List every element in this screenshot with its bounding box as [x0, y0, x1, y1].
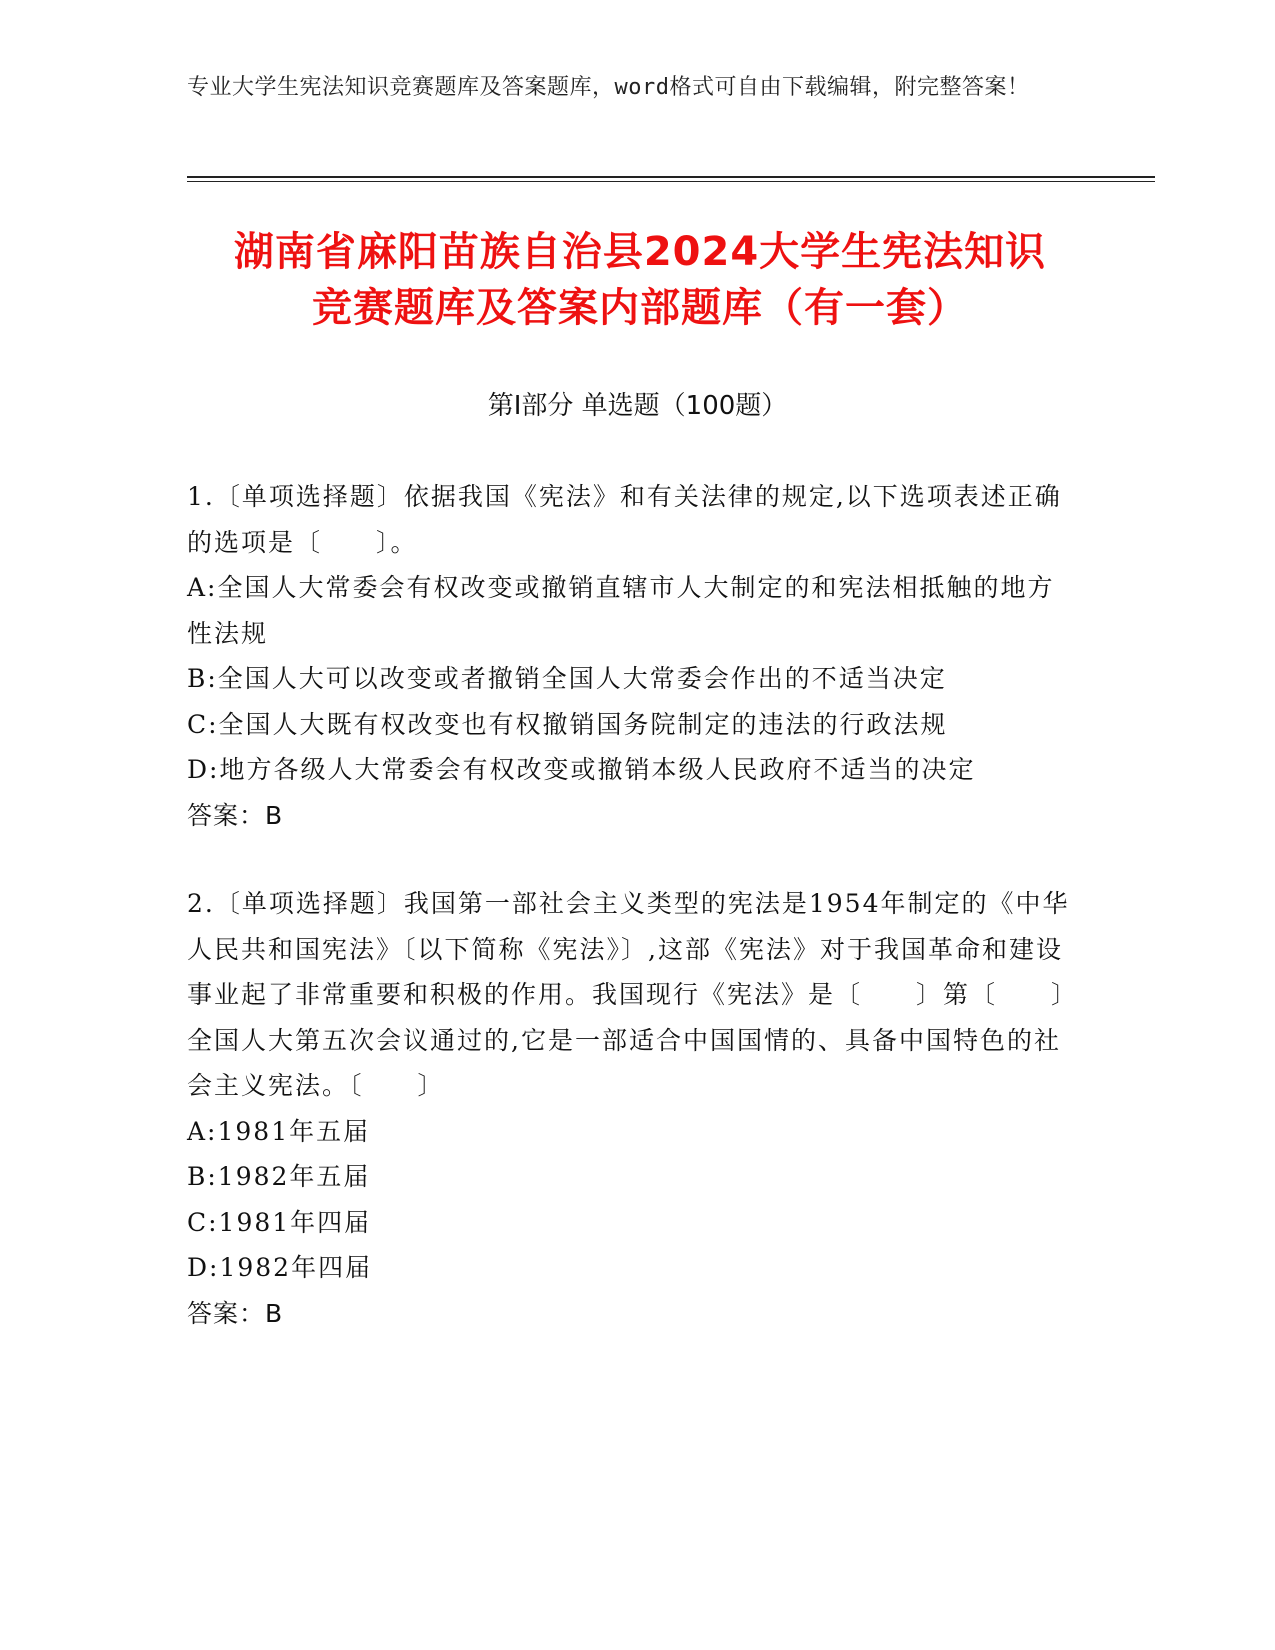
option-a: A:全国人大常委会有权改变或撤销直辖市人大制定的和宪法相抵触的地方性法规	[187, 573, 1055, 648]
document-title-line-1: 湖南省麻阳苗族自治县2024大学生宪法知识	[233, 229, 1047, 275]
option-c: C:全国人大既有权改变也有权撤销国务院制定的违法的行政法规	[187, 709, 948, 739]
header-divider-thin	[187, 181, 1155, 182]
header-note: 专业大学生宪法知识竞赛题库及答案题库，word格式可自由下载编辑，附完整答案！	[187, 75, 1030, 100]
document-title	[170, 224, 1110, 336]
section-title: 第Ⅰ部分 单选题（100题）	[487, 391, 788, 421]
document-title-line-2: 竞赛题库及答案内部题库（有一套）	[312, 285, 968, 331]
answer: 答案：B	[187, 1298, 284, 1328]
option-b: B:1982年五届	[187, 1162, 371, 1191]
option-b: B:全国人大可以改变或者撤销全国人大常委会作出的不适当决定	[187, 664, 947, 693]
option-c: C:1981年四届	[187, 1207, 372, 1237]
option-a: A:1981年五届	[187, 1116, 371, 1146]
question-2	[187, 881, 1077, 1336]
option-d: D:地方各级人大常委会有权改变或撤销本级人民政府不适当的决定	[187, 755, 976, 784]
option-d: D:1982年四届	[187, 1253, 373, 1282]
header-divider-thick	[187, 176, 1155, 178]
answer: 答案：B	[187, 800, 284, 830]
question-stem: 2.〔单项选择题〕我国第一部社会主义类型的宪法是1954年制定的《中华人民共和国宪法》〔以下简称《宪法》〕,这部《宪法》对于我国革命和建设事业起了非常重要和积极的作用。我国现行《宪法》是〔 〕第〔 〕全国人大第五次会议通过的,它是一部适合中国国情的、具备中国特色的社会主义宪法。〔 〕	[187, 889, 1070, 1100]
question-1	[187, 474, 1077, 838]
question-stem: 1.〔单项选择题〕依据我国《宪法》和有关法律的规定,以下选项表述正确的选项是〔 〕。	[187, 482, 1062, 557]
